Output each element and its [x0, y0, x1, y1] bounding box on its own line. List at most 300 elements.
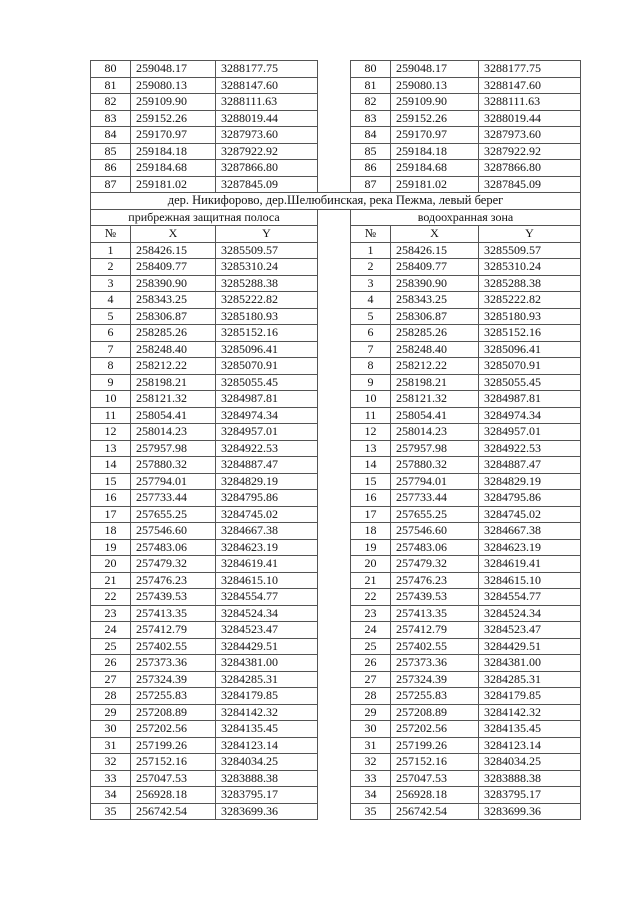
table-row [91, 61, 581, 78]
right-y-coordinate: 3284745.02 [479, 506, 581, 523]
right-x-coordinate: 258248.40 [391, 341, 479, 358]
right-point-number: 25 [351, 638, 391, 655]
column-gap [318, 407, 351, 424]
right-x-coordinate: 257413.35 [391, 605, 479, 622]
right-point-number: 33 [351, 770, 391, 787]
right-x-coordinate: 257255.83 [391, 688, 479, 705]
right-point-number: 83 [351, 110, 391, 127]
left-y-coordinate: 3284795.86 [216, 490, 318, 507]
right-point-number: 16 [351, 490, 391, 507]
column-header-row [91, 226, 581, 243]
left-x-coordinate: 258343.25 [131, 292, 216, 309]
table-row [91, 127, 581, 144]
left-x-coordinate: 257880.32 [131, 457, 216, 474]
left-point-number: 35 [91, 803, 131, 820]
left-point-number: 27 [91, 671, 131, 688]
right-point-number: 9 [351, 374, 391, 391]
table-row [91, 605, 581, 622]
right-point-number: 85 [351, 143, 391, 160]
left-y-coordinate: 3285096.41 [216, 341, 318, 358]
left-x-coordinate: 257208.89 [131, 704, 216, 721]
left-point-number: 82 [91, 94, 131, 111]
left-point-number: 2 [91, 259, 131, 276]
right-y-coordinate: 3284123.14 [479, 737, 581, 754]
table-row [91, 589, 581, 606]
left-point-number: 14 [91, 457, 131, 474]
column-gap [318, 721, 351, 738]
left-x-coordinate: 259184.68 [131, 160, 216, 177]
left-point-number: 29 [91, 704, 131, 721]
column-gap [318, 143, 351, 160]
table-row [91, 275, 581, 292]
right-point-number: 11 [351, 407, 391, 424]
left-y-coordinate: 3284957.01 [216, 424, 318, 441]
right-num-header: № [351, 226, 391, 243]
right-x-coordinate: 257439.53 [391, 589, 479, 606]
right-y-coordinate: 3287973.60 [479, 127, 581, 144]
left-x-coordinate: 257152.16 [131, 754, 216, 771]
table-row [91, 803, 581, 820]
left-y-coordinate: 3283888.38 [216, 770, 318, 787]
left-point-number: 26 [91, 655, 131, 672]
column-gap [318, 655, 351, 672]
left-point-number: 9 [91, 374, 131, 391]
column-gap [318, 341, 351, 358]
document-page [90, 60, 580, 820]
right-point-number: 32 [351, 754, 391, 771]
left-x-coordinate: 257413.35 [131, 605, 216, 622]
left-y-coordinate: 3283699.36 [216, 803, 318, 820]
right-y-coordinate: 3285180.93 [479, 308, 581, 325]
right-y-coordinate: 3284179.85 [479, 688, 581, 705]
left-x-coordinate: 258426.15 [131, 242, 216, 259]
left-x-coordinate: 257255.83 [131, 688, 216, 705]
right-x-coordinate: 258198.21 [391, 374, 479, 391]
right-y-coordinate: 3284829.19 [479, 473, 581, 490]
left-x-header: X [131, 226, 216, 243]
left-point-number: 18 [91, 523, 131, 540]
table-row [91, 754, 581, 771]
right-point-number: 5 [351, 308, 391, 325]
left-x-coordinate: 258285.26 [131, 325, 216, 342]
right-x-coordinate: 259181.02 [391, 176, 479, 193]
left-x-coordinate: 258054.41 [131, 407, 216, 424]
right-x-coordinate: 257373.36 [391, 655, 479, 672]
right-point-number: 34 [351, 787, 391, 804]
right-x-coordinate: 258054.41 [391, 407, 479, 424]
right-point-number: 35 [351, 803, 391, 820]
left-x-coordinate: 258212.22 [131, 358, 216, 375]
column-gap [318, 226, 351, 243]
left-x-coordinate: 257047.53 [131, 770, 216, 787]
right-x-coordinate: 259184.68 [391, 160, 479, 177]
left-point-number: 7 [91, 341, 131, 358]
right-y-coordinate: 3284957.01 [479, 424, 581, 441]
right-point-number: 24 [351, 622, 391, 639]
left-x-coordinate: 257412.79 [131, 622, 216, 639]
left-y-coordinate: 3284179.85 [216, 688, 318, 705]
table-row [91, 704, 581, 721]
table-row [91, 143, 581, 160]
left-point-number: 80 [91, 61, 131, 78]
column-gap [318, 589, 351, 606]
table-row [91, 688, 581, 705]
right-y-coordinate: 3284135.45 [479, 721, 581, 738]
column-gap [318, 374, 351, 391]
right-y-coordinate: 3285070.91 [479, 358, 581, 375]
column-gap [318, 160, 351, 177]
left-y-coordinate: 3284554.77 [216, 589, 318, 606]
table-row [91, 457, 581, 474]
right-x-coordinate: 258343.25 [391, 292, 479, 309]
left-y-coordinate: 3288019.44 [216, 110, 318, 127]
table-row [91, 556, 581, 573]
right-x-coordinate: 258212.22 [391, 358, 479, 375]
right-x-coordinate: 258426.15 [391, 242, 479, 259]
right-y-coordinate: 3285152.16 [479, 325, 581, 342]
column-gap [318, 754, 351, 771]
left-x-coordinate: 257794.01 [131, 473, 216, 490]
right-point-number: 30 [351, 721, 391, 738]
left-point-number: 31 [91, 737, 131, 754]
left-x-coordinate: 259048.17 [131, 61, 216, 78]
right-point-number: 29 [351, 704, 391, 721]
table-row [91, 424, 581, 441]
right-x-coordinate: 258121.32 [391, 391, 479, 408]
table-row [91, 655, 581, 672]
left-y-coordinate: 3284619.41 [216, 556, 318, 573]
column-gap [318, 638, 351, 655]
right-x-coordinate: 257324.39 [391, 671, 479, 688]
table-row [91, 770, 581, 787]
left-y-coordinate: 3288111.63 [216, 94, 318, 111]
right-point-number: 81 [351, 77, 391, 94]
left-x-coordinate: 257733.44 [131, 490, 216, 507]
right-point-number: 14 [351, 457, 391, 474]
left-y-coordinate: 3284123.14 [216, 737, 318, 754]
left-x-coordinate: 259080.13 [131, 77, 216, 94]
right-point-number: 26 [351, 655, 391, 672]
column-gap [318, 275, 351, 292]
right-point-number: 28 [351, 688, 391, 705]
right-x-coordinate: 259109.90 [391, 94, 479, 111]
left-point-number: 3 [91, 275, 131, 292]
left-y-coordinate: 3284285.31 [216, 671, 318, 688]
left-point-number: 32 [91, 754, 131, 771]
table-row [91, 407, 581, 424]
right-y-coordinate: 3288147.60 [479, 77, 581, 94]
right-x-coordinate: 257483.06 [391, 539, 479, 556]
column-gap [318, 391, 351, 408]
left-y-coordinate: 3285222.82 [216, 292, 318, 309]
right-y-coordinate: 3284887.47 [479, 457, 581, 474]
right-point-number: 6 [351, 325, 391, 342]
table-row [91, 490, 581, 507]
right-y-coordinate: 3283699.36 [479, 803, 581, 820]
right-x-coordinate: 258014.23 [391, 424, 479, 441]
right-y-coordinate: 3284523.47 [479, 622, 581, 639]
left-x-coordinate: 258409.77 [131, 259, 216, 276]
right-x-coordinate: 259080.13 [391, 77, 479, 94]
right-y-coordinate: 3288111.63 [479, 94, 581, 111]
right-point-number: 27 [351, 671, 391, 688]
left-x-coordinate: 257957.98 [131, 440, 216, 457]
left-y-coordinate: 3285180.93 [216, 308, 318, 325]
left-point-number: 15 [91, 473, 131, 490]
left-y-coordinate: 3285055.45 [216, 374, 318, 391]
right-y-coordinate: 3284619.41 [479, 556, 581, 573]
table-row [91, 622, 581, 639]
right-y-coordinate: 3288177.75 [479, 61, 581, 78]
section-title-row [91, 193, 581, 210]
column-gap [318, 176, 351, 193]
left-y-coordinate: 3284887.47 [216, 457, 318, 474]
right-x-coordinate: 259170.97 [391, 127, 479, 144]
right-point-number: 31 [351, 737, 391, 754]
left-y-coordinate: 3287973.60 [216, 127, 318, 144]
right-y-coordinate: 3285055.45 [479, 374, 581, 391]
left-point-number: 86 [91, 160, 131, 177]
table-row [91, 523, 581, 540]
right-x-coordinate: 257199.26 [391, 737, 479, 754]
right-point-number: 87 [351, 176, 391, 193]
right-y-coordinate: 3284142.32 [479, 704, 581, 721]
right-y-coordinate: 3284034.25 [479, 754, 581, 771]
left-y-coordinate: 3284429.51 [216, 638, 318, 655]
main-rows [91, 242, 581, 820]
right-y-coordinate: 3284429.51 [479, 638, 581, 655]
right-y-coordinate: 3284974.34 [479, 407, 581, 424]
right-y-coordinate: 3284524.34 [479, 605, 581, 622]
left-x-coordinate: 259184.18 [131, 143, 216, 160]
left-point-number: 25 [91, 638, 131, 655]
left-y-header: Y [216, 226, 318, 243]
right-x-coordinate: 257412.79 [391, 622, 479, 639]
table-row [91, 292, 581, 309]
column-gap [318, 506, 351, 523]
left-zone-title: прибрежная защитная полоса [91, 209, 318, 226]
column-gap [318, 424, 351, 441]
left-x-coordinate: 257202.56 [131, 721, 216, 738]
column-gap [318, 209, 351, 226]
right-zone-title: водоохранная зона [351, 209, 581, 226]
left-y-coordinate: 3288147.60 [216, 77, 318, 94]
left-y-coordinate: 3288177.75 [216, 61, 318, 78]
left-y-coordinate: 3284523.47 [216, 622, 318, 639]
left-point-number: 28 [91, 688, 131, 705]
left-x-coordinate: 257483.06 [131, 539, 216, 556]
left-point-number: 1 [91, 242, 131, 259]
left-num-header: № [91, 226, 131, 243]
right-point-number: 10 [351, 391, 391, 408]
column-gap [318, 457, 351, 474]
right-point-number: 80 [351, 61, 391, 78]
left-x-coordinate: 257479.32 [131, 556, 216, 573]
left-x-coordinate: 258306.87 [131, 308, 216, 325]
right-point-number: 1 [351, 242, 391, 259]
right-point-number: 19 [351, 539, 391, 556]
right-x-coordinate: 257655.25 [391, 506, 479, 523]
right-y-coordinate: 3285096.41 [479, 341, 581, 358]
column-gap [318, 110, 351, 127]
right-y-coordinate: 3287922.92 [479, 143, 581, 160]
right-x-coordinate: 257479.32 [391, 556, 479, 573]
right-point-number: 4 [351, 292, 391, 309]
left-y-coordinate: 3285509.57 [216, 242, 318, 259]
right-x-coordinate: 257880.32 [391, 457, 479, 474]
right-point-number: 23 [351, 605, 391, 622]
left-x-coordinate: 258014.23 [131, 424, 216, 441]
right-point-number: 3 [351, 275, 391, 292]
left-y-coordinate: 3284524.34 [216, 605, 318, 622]
column-gap [318, 803, 351, 820]
left-y-coordinate: 3284142.32 [216, 704, 318, 721]
left-x-coordinate: 258248.40 [131, 341, 216, 358]
right-y-coordinate: 3287866.80 [479, 160, 581, 177]
column-gap [318, 704, 351, 721]
left-y-coordinate: 3283795.17 [216, 787, 318, 804]
column-gap [318, 94, 351, 111]
right-y-coordinate: 3285310.24 [479, 259, 581, 276]
left-y-coordinate: 3284829.19 [216, 473, 318, 490]
right-y-coordinate: 3284987.81 [479, 391, 581, 408]
right-x-coordinate: 259184.18 [391, 143, 479, 160]
column-gap [318, 325, 351, 342]
right-point-number: 84 [351, 127, 391, 144]
section-header [91, 193, 581, 243]
column-gap [318, 787, 351, 804]
left-point-number: 84 [91, 127, 131, 144]
left-point-number: 22 [91, 589, 131, 606]
right-x-coordinate: 258285.26 [391, 325, 479, 342]
right-y-coordinate: 3284623.19 [479, 539, 581, 556]
right-y-coordinate: 3283888.38 [479, 770, 581, 787]
right-point-number: 7 [351, 341, 391, 358]
column-gap [318, 523, 351, 540]
right-x-coordinate: 257202.56 [391, 721, 479, 738]
left-x-coordinate: 256742.54 [131, 803, 216, 820]
left-y-coordinate: 3284667.38 [216, 523, 318, 540]
right-point-number: 82 [351, 94, 391, 111]
left-x-coordinate: 259170.97 [131, 127, 216, 144]
right-y-coordinate: 3287845.09 [479, 176, 581, 193]
right-y-header: Y [479, 226, 581, 243]
table-row [91, 176, 581, 193]
left-y-coordinate: 3285070.91 [216, 358, 318, 375]
left-x-coordinate: 257439.53 [131, 589, 216, 606]
zone-title-row [91, 209, 581, 226]
top-rows [91, 61, 581, 193]
left-x-coordinate: 258121.32 [131, 391, 216, 408]
right-point-number: 8 [351, 358, 391, 375]
right-point-number: 12 [351, 424, 391, 441]
right-x-coordinate: 257208.89 [391, 704, 479, 721]
right-y-coordinate: 3284615.10 [479, 572, 581, 589]
left-y-coordinate: 3287845.09 [216, 176, 318, 193]
left-y-coordinate: 3284987.81 [216, 391, 318, 408]
right-x-coordinate: 257957.98 [391, 440, 479, 457]
right-x-coordinate: 257546.60 [391, 523, 479, 540]
table-row [91, 160, 581, 177]
section-title: дер. Никифорово, дер.Шелюбинская, река Пежма, левый берег [91, 193, 581, 210]
left-point-number: 85 [91, 143, 131, 160]
table-row [91, 787, 581, 804]
left-x-coordinate: 258390.90 [131, 275, 216, 292]
right-point-number: 22 [351, 589, 391, 606]
left-y-coordinate: 3284974.34 [216, 407, 318, 424]
column-gap [318, 61, 351, 78]
left-point-number: 21 [91, 572, 131, 589]
right-point-number: 86 [351, 160, 391, 177]
right-x-coordinate: 256742.54 [391, 803, 479, 820]
left-x-coordinate: 257199.26 [131, 737, 216, 754]
table-row [91, 572, 581, 589]
left-y-coordinate: 3284745.02 [216, 506, 318, 523]
column-gap [318, 770, 351, 787]
left-point-number: 34 [91, 787, 131, 804]
right-y-coordinate: 3284381.00 [479, 655, 581, 672]
right-x-coordinate: 258390.90 [391, 275, 479, 292]
left-y-coordinate: 3284135.45 [216, 721, 318, 738]
column-gap [318, 440, 351, 457]
column-gap [318, 671, 351, 688]
table-row [91, 391, 581, 408]
coordinates-table [90, 60, 581, 820]
right-point-number: 13 [351, 440, 391, 457]
left-point-number: 23 [91, 605, 131, 622]
right-x-coordinate: 256928.18 [391, 787, 479, 804]
left-y-coordinate: 3287866.80 [216, 160, 318, 177]
right-x-coordinate: 258409.77 [391, 259, 479, 276]
left-point-number: 11 [91, 407, 131, 424]
column-gap [318, 539, 351, 556]
right-point-number: 21 [351, 572, 391, 589]
table-row [91, 358, 581, 375]
right-point-number: 2 [351, 259, 391, 276]
left-point-number: 6 [91, 325, 131, 342]
right-x-coordinate: 259152.26 [391, 110, 479, 127]
table-row [91, 506, 581, 523]
column-gap [318, 127, 351, 144]
right-x-header: X [391, 226, 479, 243]
left-point-number: 30 [91, 721, 131, 738]
left-x-coordinate: 257324.39 [131, 671, 216, 688]
column-gap [318, 77, 351, 94]
column-gap [318, 556, 351, 573]
right-x-coordinate: 257794.01 [391, 473, 479, 490]
column-gap [318, 490, 351, 507]
left-point-number: 12 [91, 424, 131, 441]
column-gap [318, 605, 351, 622]
left-point-number: 8 [91, 358, 131, 375]
left-x-coordinate: 257402.55 [131, 638, 216, 655]
table-row [91, 77, 581, 94]
right-x-coordinate: 259048.17 [391, 61, 479, 78]
left-point-number: 83 [91, 110, 131, 127]
left-point-number: 33 [91, 770, 131, 787]
right-y-coordinate: 3288019.44 [479, 110, 581, 127]
right-point-number: 18 [351, 523, 391, 540]
left-point-number: 10 [91, 391, 131, 408]
left-point-number: 81 [91, 77, 131, 94]
column-gap [318, 737, 351, 754]
right-y-coordinate: 3285222.82 [479, 292, 581, 309]
left-y-coordinate: 3287922.92 [216, 143, 318, 160]
left-x-coordinate: 259152.26 [131, 110, 216, 127]
table-row [91, 374, 581, 391]
left-point-number: 4 [91, 292, 131, 309]
left-point-number: 13 [91, 440, 131, 457]
